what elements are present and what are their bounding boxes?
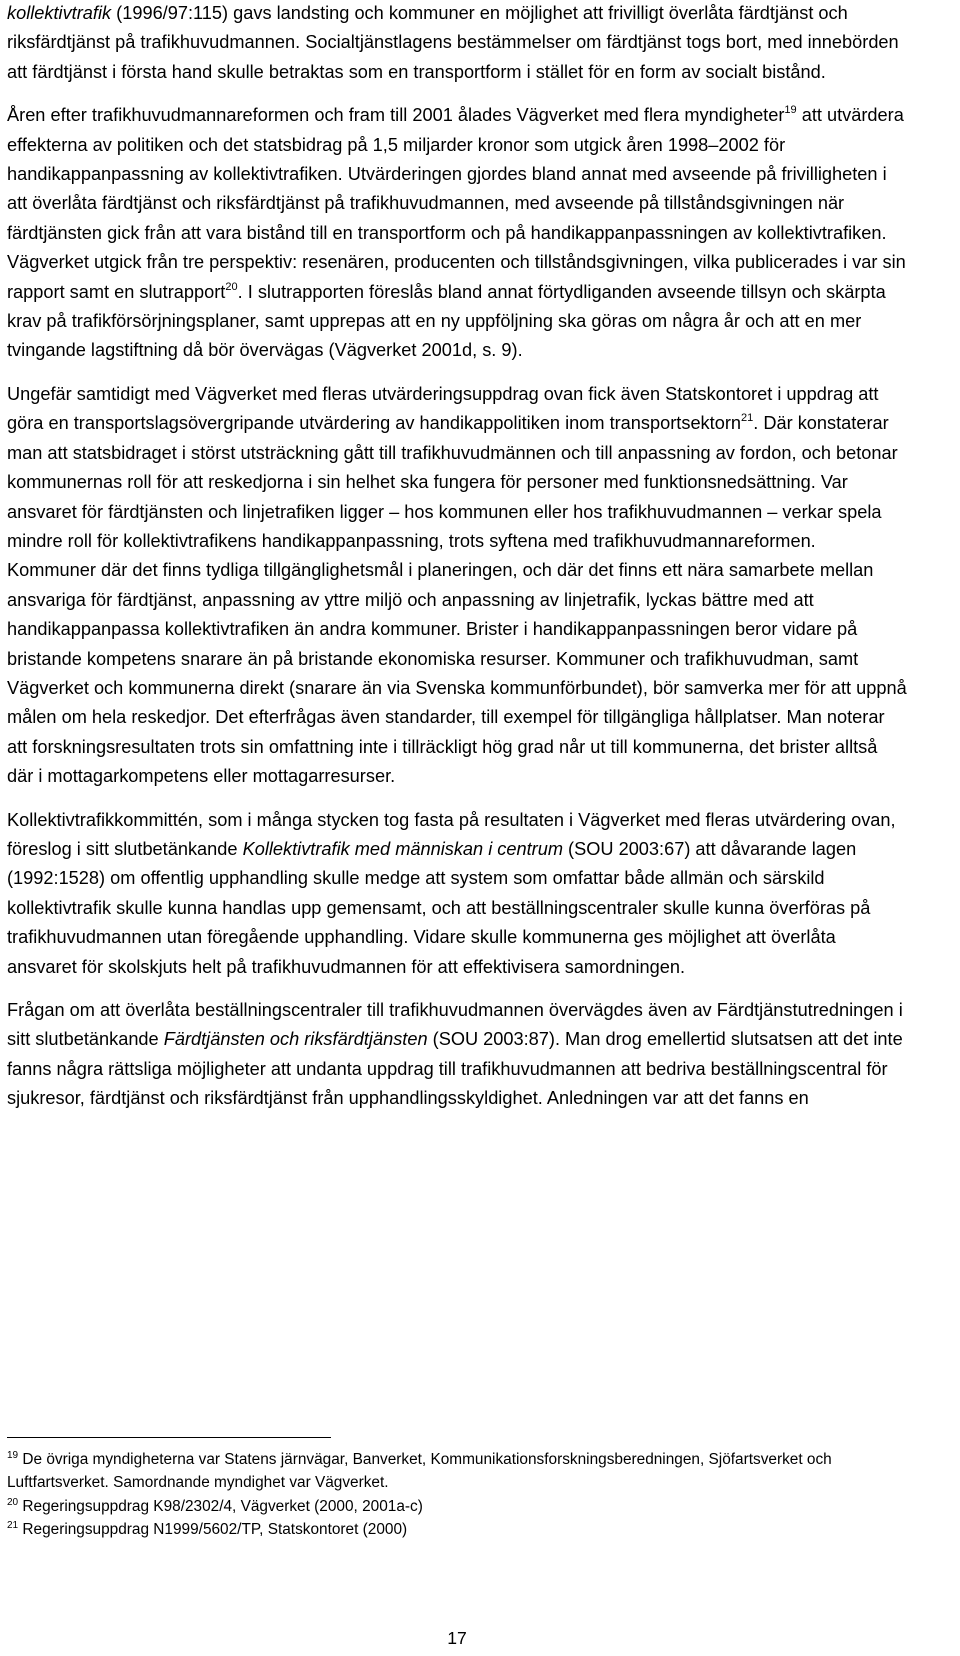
italic-text: Färdtjänsten och riksfärdtjänsten — [163, 1029, 428, 1050]
footnote-text: Regeringsuppdrag N1999/5602/TP, Statskontoret (2000) — [18, 1520, 408, 1538]
footnote-ref-21: 21 — [741, 412, 754, 425]
paragraph-text: (1996/97:115) gavs landsting och kommuner en möjlighet att frivilligt överlåta färdtjänst och riksfärdtjänst på trafikhuvudmannen. Socialtjänstlagens bestämmelser om färdtjänst togs bort, med innebörden att färdtjänst i första hand skulle betraktas som en transportform i stället för en form av socialt bistånd. — [7, 3, 899, 82]
italic-text: kollektivtrafik — [7, 3, 112, 23]
footnote-20 — [7, 1495, 907, 1518]
footnotes — [7, 1448, 907, 1541]
paragraph-2 — [7, 101, 907, 366]
paragraph-text: Frågan om att överlåta beställningscentraler till trafikhuvudmannen övervägdes även av Färdtjänstutredningen i sitt slutbetänkande — [7, 1000, 903, 1050]
paragraph-5 — [7, 996, 907, 1114]
footnote-ref-20: 20 — [225, 280, 238, 293]
footnote-ref-19: 19 — [784, 104, 797, 117]
paragraph-text: (SOU 2003:87). Man drog emellertid slutsatsen att det inte fanns några rättsliga möjligheter att undanta uppdrag till trafikhuvudmannen att bedriva beställningscentral för sjukresor, färdtjänst och riksfärdtjänst från upphandlingsskyldighet. Anledningen var att det fanns en — [7, 1029, 903, 1109]
paragraph-text: . Där konstaterar man att statsbidraget i störst utsträckning gått till trafikhuvudmännen och till anpassning av fordon, och betonar kommunernas roll för att reskedjorna i sin helhet ska fungera för personer med funktionsnedsättning. Var ansvaret för färdtjänsten och linjetrafiken ligger – hos kommunen eller hos trafikhuvudmannen – verkar spela mindre roll för kollektivtrafikens handikappanpassning, trots syftena med trafikhuvudmannareformen. Kommuner där det finns tydliga tillgänglighetsmål i planeringen, och där det finns ett nära samarbete mellan ansvariga för färdtjänst, anpassning av yttre miljö och anpassning av linjetrafik, lyckas bättre med att handikappanpassa kollektivtrafiken än andra kommuner. Brister i handikappanpassningen beror vidare på bristande kompetens snarare än på bristande ekonomiska resurser. Kommuner och trafikhuvudman, samt Vägverket och kommunerna direkt (snarare än via Svenska kommunförbundet), bör samverka mer för att uppnå målen om hela reskedjor. Det efterfrågas även standarder, till exempel för tillgängliga hållplatser. Man noterar att forskningsresultaten trots sin omfattning inte i tillräckligt hög grad når ut till kommunerna, det brister alltså där i mottagarkompetens eller mottagarresurser. — [7, 413, 907, 787]
footnote-21 — [7, 1518, 907, 1541]
paragraph-text: (SOU 2003:67) att dåvarande lagen (1992:1528) om offentlig upphandling skulle medge att system som omfattar både allmän och särskild kollektivtrafik skulle kunna handlas upp gemensamt, och att beställningscentraler skulle kunna överföras på trafikhuvudmannen utan föregående upphandling. Vidare skulle kommunerna ges möjlighet att överlåta ansvaret för skolskjuts helt på trafikhuvudmannen för att effektivisera samordningen. — [7, 838, 871, 977]
paragraph-text: Kollektivtrafikkommittén, som i många stycken tog fasta på resultaten i Vägverket med fleras utvärdering ovan, föreslog i sitt slutbetänkande — [7, 809, 896, 859]
footnote-19 — [7, 1448, 907, 1495]
paragraph-1 — [7, 0, 907, 87]
paragraph-text: Åren efter trafikhuvudmannareformen och fram till 2001 ålades Vägverket med flera myndigheter — [7, 105, 785, 126]
footnote-number: 21 — [7, 1519, 19, 1531]
footnote-separator — [7, 1437, 331, 1438]
footnote-text: De övriga myndigheterna var Statens järnvägar, Banverket, Kommunikationsforskningsberedningen, Sjöfartsverket och Luftfartsverket. Samordnande myndighet var Vägverket. — [7, 1451, 832, 1492]
footnote-text: Regeringsuppdrag K98/2302/4, Vägverket (2000, 2001a-c) — [18, 1497, 423, 1515]
document-page — [7, 0, 907, 1114]
footnote-number: 20 — [7, 1496, 19, 1508]
paragraph-text: Ungefär samtidigt med Vägverket med fleras utvärderingsuppdrag ovan fick även Statskontoret i uppdrag att göra en transportslagsövergripande utvärdering av handikappolitiken inom transportsektorn — [7, 383, 879, 434]
footnote-number: 19 — [7, 1450, 19, 1461]
paragraph-text: . I slutrapporten föreslås bland annat förtydliganden avseende tillsyn och skärpta krav på trafikförsörjningsplaner, samt upprepas att en ny uppföljning ska göras om några år och att en mer tvingande lagstiftning då bör övervägas (Vägverket 2001d, s. 9). — [7, 281, 886, 361]
paragraph-text: att utvärdera effekterna av politiken och det statsbidrag på 1,5 miljarder kronor som utgick åren 1998–2002 för handikappanpassning av kollektivtrafiken. Utvärderingen gjordes bland annat med avseende på frivilligheten i att överlåta färdtjänst och riksfärdtjänst på trafikhuvudmannen, med avseende på tillståndsgivningen när färdtjänsten gick från att vara bistånd till en transportform och på handikappanpassningen av kollektivtrafiken. Vägverket utgick från tre perspektiv: resenären, producenten och tillståndsgivningen, vilka publicerades i var sin rapport samt en slutrapport — [7, 105, 906, 302]
paragraph-3 — [7, 380, 907, 792]
paragraph-4 — [7, 806, 907, 982]
page-number: 17 — [447, 1628, 467, 1648]
italic-text: Kollektivtrafik med människan i centrum — [242, 838, 563, 859]
